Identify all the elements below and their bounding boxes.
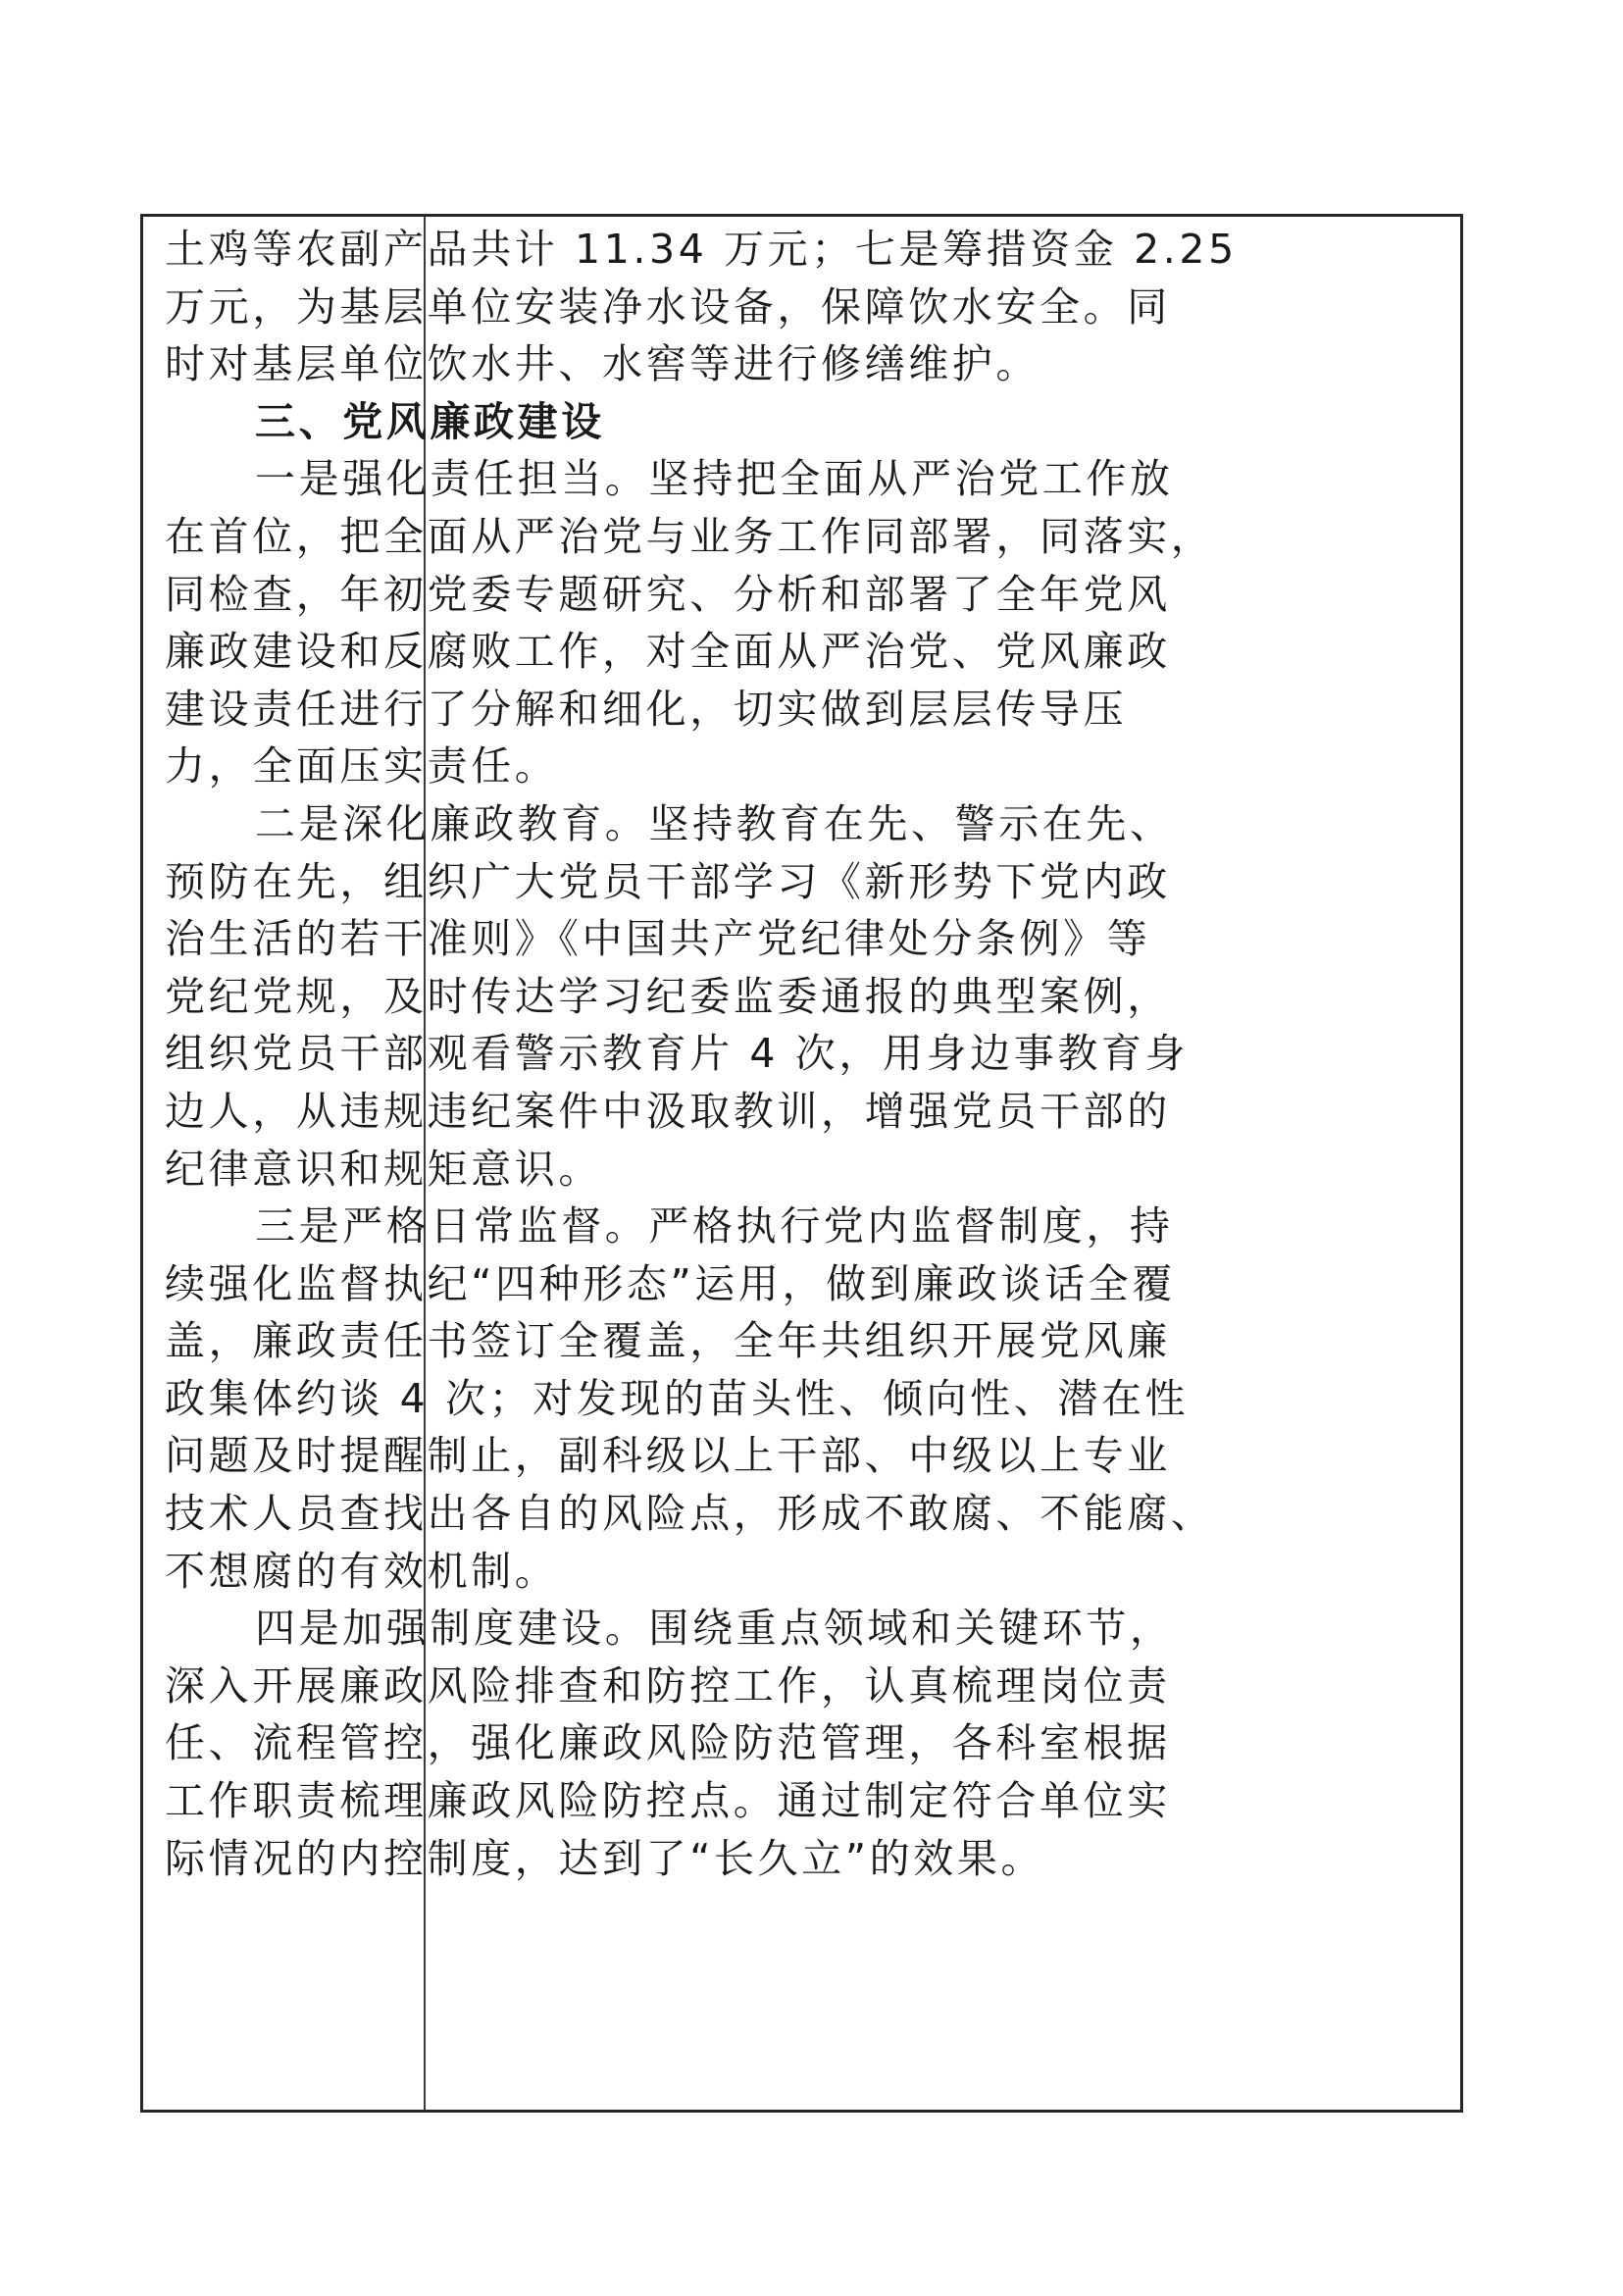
text-line: 廉政建设和反腐败工作，对全面从严治党、党风廉政 (165, 628, 1171, 676)
text-line: 问题及时提醒制止，副科级以上干部、中级以上专业 (165, 1432, 1171, 1480)
text-line: 力，全面压实责任。 (165, 742, 559, 791)
text-line: 预防在先，组织广大党员干部学习《新形势下党内政 (165, 857, 1171, 905)
section-heading: 三、党风廉政建设 (255, 397, 605, 445)
text-line: 边人，从违规违纪案件中汲取教训，增强党员干部的 (165, 1087, 1171, 1135)
text-line: 治生活的若干准则》《中国共产党纪律处分条例》等 (165, 915, 1151, 963)
text-line: 纪律意识和规矩意识。 (165, 1145, 602, 1193)
text-line: 续强化监督执纪“四种形态”运用，做到廉政谈话全覆 (165, 1259, 1176, 1307)
text-line: 任、流程管控，强化廉政风险防范管理，各科室根据 (165, 1719, 1171, 1767)
text-line: 党纪党规，及时传达学习纪委监委通报的典型案例， (165, 972, 1171, 1020)
report-text-body (165, 221, 1459, 1887)
text-line: 际情况的内控制度，达到了“长久立”的效果。 (165, 1834, 1045, 1882)
text-line: 在首位，把全面从严治党与业务工作同部署，同落实， (165, 512, 1215, 560)
paragraph-first-line: 二是深化廉政教育。坚持教育在先、警示在先、 (255, 799, 1174, 847)
text-line: 技术人员查找出各自的风险点，形成不敢腐、不能腐、 (165, 1490, 1215, 1538)
text-line: 工作职责梳理廉政风险防控点。通过制定符合单位实 (165, 1777, 1171, 1825)
paragraph-first-line: 四是加强制度建设。围绕重点领域和关键环节， (255, 1605, 1174, 1653)
text-line: 盖，廉政责任书签订全覆盖，全年共组织开展党风廉 (165, 1317, 1171, 1365)
text-line: 深入开展廉政风险排查和防控工作，认真梳理岗位责 (165, 1661, 1171, 1709)
text-line: 不想腐的有效机制。 (165, 1547, 559, 1595)
text-line: 组织党员干部观看警示教育片 4 次，用身边事教育身 (165, 1030, 1190, 1078)
text-line: 土鸡等农副产品共计 11.34 万元；七是筹措资金 2.25 (165, 226, 1238, 273)
text-line: 万元，为基层单位安装净水设备，保障饮水安全。同 (165, 282, 1171, 331)
text-line: 同检查，年初党委专题研究、分析和部署了全年党风 (165, 570, 1171, 618)
text-line: 政集体约谈 4 次；对发现的苗头性、倾向性、潜在性 (165, 1374, 1190, 1422)
paragraph-first-line: 三是严格日常监督。严格执行党内监督制度，持 (255, 1202, 1174, 1250)
text-line: 时对基层单位饮水井、水窖等进行修缮维护。 (165, 340, 1040, 388)
paragraph-first-line: 一是强化责任担当。坚持把全面从严治党工作放 (255, 455, 1174, 503)
text-line: 建设责任进行了分解和细化，切实做到层层传导压 (165, 685, 1128, 733)
